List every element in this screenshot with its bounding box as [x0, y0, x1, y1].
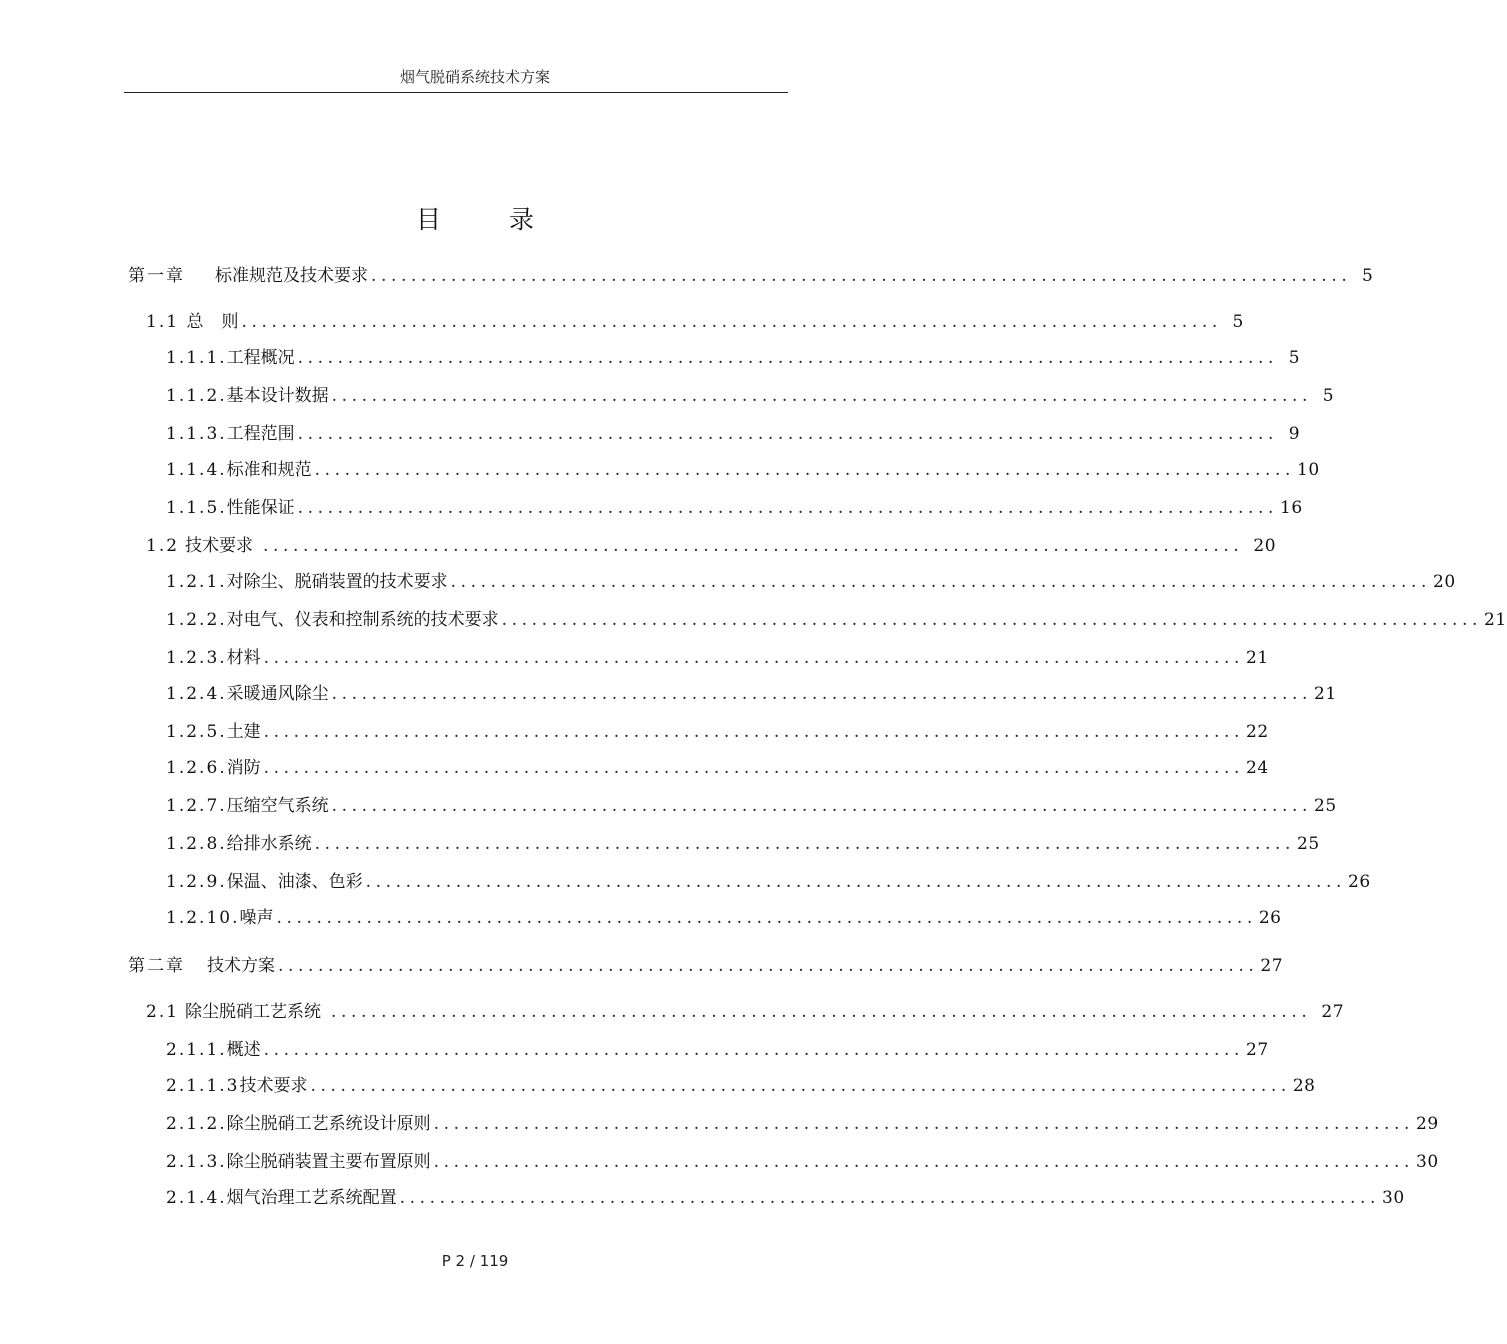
toc-leader-dots: .................................................................................................. — [263, 1040, 1245, 1060]
toc-entry-number: 第二章 — [128, 956, 185, 976]
toc-entry-number: 1.1.1. — [166, 348, 227, 368]
toc-entry-page: 10 — [1297, 460, 1320, 480]
toc-entry[interactable] — [166, 496, 1303, 520]
toc-entry-number: 1.1.3. — [166, 424, 227, 444]
toc-title: 目 录 — [416, 205, 564, 234]
toc-leader-dots: .................................................................................................. — [433, 1114, 1415, 1134]
toc-leader-dots: .................................................................................................. — [314, 834, 1296, 854]
toc-entry-page: 5 — [1232, 312, 1244, 332]
toc-entry[interactable] — [166, 458, 1320, 482]
toc-leader-dots: .................................................................................................. — [331, 684, 1313, 704]
toc-entry-number: 1.2.10. — [166, 908, 240, 928]
toc-entry[interactable] — [146, 534, 1277, 558]
toc-entry-page: 24 — [1246, 758, 1269, 778]
toc-entry[interactable] — [166, 682, 1337, 706]
toc-entry-number: 1.1 总 — [146, 312, 206, 332]
toc-entry[interactable] — [166, 870, 1371, 894]
toc-entry-page: 21 — [1314, 684, 1337, 704]
toc-entry-page: 30 — [1416, 1152, 1439, 1172]
toc-entry-page: 5 — [1288, 348, 1301, 368]
toc-entry[interactable] — [146, 310, 1244, 334]
toc-entry[interactable] — [146, 1000, 1345, 1024]
toc-leader-dots: .................................................................................................. — [276, 908, 1257, 928]
toc-entry-number: 2.1 — [146, 1002, 180, 1022]
toc-leader-dots: .................................................................................................. — [241, 312, 1222, 332]
page-number: P 2 / 119 — [441, 1252, 509, 1270]
toc-leader-dots: .................................................................................................. — [450, 572, 1432, 592]
toc-entry-label: 给排水系统 — [226, 834, 312, 854]
toc-entry-label: 技术要求 — [239, 1076, 308, 1096]
toc-entry-label: 对电气、仪表和控制系统的技术要求 — [226, 610, 499, 630]
toc-entry-page: 20 — [1433, 572, 1456, 592]
toc-leader-dots: .................................................................................................. — [297, 498, 1279, 518]
toc-entry-number: 1.2.6. — [166, 758, 227, 778]
toc-entry[interactable] — [166, 720, 1269, 744]
toc-entry-page: 21 — [1246, 648, 1269, 668]
toc-entry-number: 2.1.2. — [166, 1114, 227, 1134]
toc-entry-page: 25 — [1297, 834, 1320, 854]
toc-entry-number: 1.2.5. — [166, 722, 227, 742]
toc-entry[interactable] — [166, 346, 1301, 370]
toc-entry-number: 1.1.5. — [166, 498, 227, 518]
toc-entry-label: 标准规范及技术要求 — [215, 266, 368, 286]
toc-entry-page: 5 — [1362, 266, 1374, 286]
toc-entry[interactable] — [166, 1074, 1316, 1098]
toc-entry[interactable] — [166, 384, 1335, 408]
toc-entry-number: 2.1.1. — [166, 1040, 227, 1060]
toc-entry-number: 1.2.2. — [166, 610, 227, 630]
toc-entry-number: 2.1.1.3 — [166, 1076, 240, 1096]
toc-leader-dots: .................................................................................................. — [297, 424, 1279, 444]
toc-entry-number: 第一章 — [128, 266, 185, 286]
toc-entry-number: 1.1.4. — [166, 460, 227, 480]
toc-entry-page: 21 — [1484, 610, 1507, 630]
toc-entry-number: 1.1.2. — [166, 386, 227, 406]
toc-entry[interactable] — [166, 1112, 1439, 1136]
toc-entry-label: 性能保证 — [226, 498, 295, 518]
toc-entry-label: 基本设计数据 — [226, 386, 329, 406]
toc-entry-label: 噪声 — [239, 908, 274, 928]
toc-leader-dots: .................................................................................................. — [399, 1188, 1381, 1208]
toc-entry-page: 26 — [1258, 908, 1282, 928]
toc-entry-label: 烟气治理工艺系统配置 — [226, 1188, 397, 1208]
toc-entry-label: 保温、油漆、色彩 — [226, 872, 363, 892]
toc-entry-number: 1.2.1. — [166, 572, 227, 592]
toc-entry-label: 土建 — [226, 722, 261, 742]
toc-entry-label: 材料 — [226, 648, 261, 668]
toc-entry-number: 1.2.3. — [166, 648, 227, 668]
toc-entry-page: 26 — [1348, 872, 1371, 892]
toc-entry-page: 28 — [1292, 1076, 1316, 1096]
toc-entry-page: 27 — [1321, 1002, 1345, 1022]
toc-entry-label: 概述 — [226, 1040, 261, 1060]
toc-entry-label: 除尘脱硝装置主要布置原则 — [226, 1152, 431, 1172]
toc-leader-dots: .................................................................................................. — [278, 956, 1259, 976]
toc-entry[interactable] — [166, 1186, 1405, 1210]
toc-leader-dots: .................................................................................................. — [263, 536, 1244, 556]
toc-leader-dots: .................................................................................................. — [263, 648, 1245, 668]
toc-entry-page: 9 — [1288, 424, 1301, 444]
toc-entry[interactable] — [166, 756, 1269, 780]
toc-leader-dots: .................................................................................................. — [365, 872, 1347, 892]
toc-entry-label: 对除尘、脱硝装置的技术要求 — [226, 572, 448, 592]
toc-leader-dots: .................................................................................................. — [501, 610, 1483, 630]
toc-entry[interactable] — [128, 954, 1284, 978]
toc-entry[interactable] — [166, 570, 1456, 594]
toc-entry-number: 1.2.8. — [166, 834, 227, 854]
toc-entry-number: 1.2.4. — [166, 684, 227, 704]
toc-leader-dots: .................................................................................................. — [314, 460, 1296, 480]
toc-entry[interactable] — [166, 608, 1507, 632]
toc-entry-page: 27 — [1260, 956, 1284, 976]
toc-entry-label: 压缩空气系统 — [226, 796, 329, 816]
toc-entry-page: 5 — [1322, 386, 1335, 406]
toc-entry-label: 工程范围 — [226, 424, 295, 444]
toc-entry-page: 29 — [1416, 1114, 1439, 1134]
toc-entry-page: 20 — [1253, 536, 1277, 556]
toc-entry-label: 标准和规范 — [226, 460, 312, 480]
toc-entry-label: 则 — [221, 312, 239, 332]
toc-entry[interactable] — [166, 422, 1301, 446]
toc-leader-dots: .................................................................................................. — [297, 348, 1279, 368]
toc-entry-page: 27 — [1246, 1040, 1269, 1060]
toc-leader-dots: .................................................................................................. — [331, 386, 1313, 406]
toc-entry-page: 25 — [1314, 796, 1337, 816]
toc-entry-label: 技术方案 — [207, 956, 275, 976]
toc-entry-page: 16 — [1280, 498, 1303, 518]
toc-entry[interactable] — [166, 906, 1282, 930]
toc-entry-number: 1.2.7. — [166, 796, 227, 816]
toc-leader-dots: .................................................................................................. — [433, 1152, 1415, 1172]
toc-entry-number: 2.1.3. — [166, 1152, 227, 1172]
toc-entry-number: 1.2 — [146, 536, 180, 556]
toc-entry[interactable] — [166, 1150, 1439, 1174]
toc-leader-dots: .................................................................................................. — [371, 266, 1352, 286]
toc-entry-label: 除尘脱硝工艺系统 — [185, 1002, 322, 1022]
toc-entry-number: 1.2.9. — [166, 872, 227, 892]
toc-entry[interactable] — [128, 264, 1374, 288]
toc-entry[interactable] — [166, 832, 1320, 856]
toc-entry-label: 采暖通风除尘 — [226, 684, 329, 704]
toc-leader-dots: .................................................................................................. — [310, 1076, 1291, 1096]
toc-entry-page: 30 — [1382, 1188, 1405, 1208]
toc-entry[interactable] — [166, 1038, 1269, 1062]
toc-entry[interactable] — [166, 646, 1269, 670]
toc-leader-dots: .................................................................................................. — [331, 796, 1313, 816]
toc-entry-label: 除尘脱硝工艺系统设计原则 — [226, 1114, 431, 1134]
toc-leader-dots: .................................................................................................. — [263, 758, 1245, 778]
toc-entry-label: 消防 — [226, 758, 261, 778]
toc-entry[interactable] — [166, 794, 1337, 818]
toc-leader-dots: .................................................................................................. — [331, 1002, 1312, 1022]
toc-leader-dots: .................................................................................................. — [263, 722, 1245, 742]
toc-entry-label: 技术要求 — [185, 536, 254, 556]
toc-entry-label: 工程概况 — [226, 348, 295, 368]
toc-entry-number: 2.1.4. — [166, 1188, 227, 1208]
toc-entry-page: 22 — [1246, 722, 1269, 742]
running-header-title: 烟气脱硝系统技术方案 — [399, 68, 550, 86]
